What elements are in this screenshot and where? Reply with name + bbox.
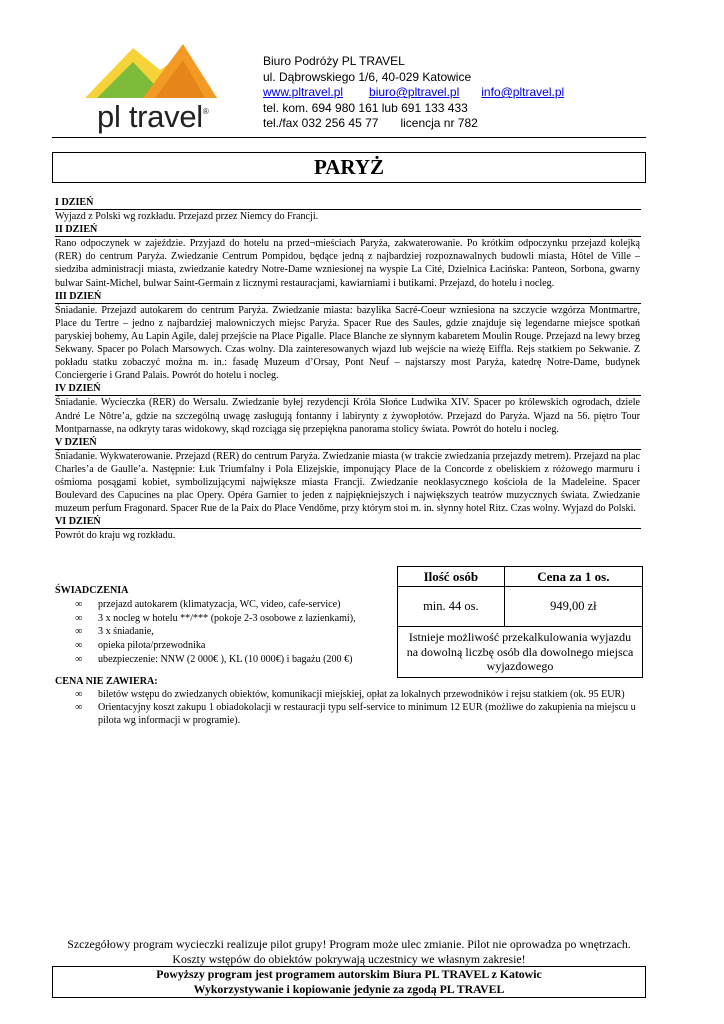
footnote-line: Szczegółowy program wycieczki realizuje pilot grupy! Program może ulec zmianie. Pilot nie oprowadza po wnętrzach.	[67, 937, 631, 951]
email-info-link[interactable]: info@pltravel.pl	[481, 85, 565, 99]
table-row	[398, 627, 643, 678]
infinity-bullet-icon: ∞	[75, 653, 83, 665]
list-item: ∞ przejazd autokarem (klimatyzacja, WC, video, cafe-service)	[75, 598, 341, 610]
fax-license-row	[263, 116, 564, 132]
header-divider	[52, 137, 646, 138]
not-included-section	[55, 675, 640, 727]
infinity-bullet-icon: ∞	[75, 689, 83, 701]
infinity-bullet-icon: ∞	[75, 626, 83, 638]
day-heading: VI DZIEŃ	[55, 515, 641, 529]
copyright-box	[52, 966, 646, 998]
table-row	[398, 587, 643, 627]
services-section	[55, 584, 395, 667]
copyright-line: Powyższy program jest programem autorskim Biura PL TRAVEL z Katowic	[156, 967, 542, 981]
infinity-bullet-icon: ∞	[75, 640, 83, 652]
price-header-price: Cena za 1 os.	[504, 567, 642, 587]
list-item: ∞ 3 x śniadanie,	[75, 626, 154, 638]
day-heading: II DZIEŃ	[55, 223, 641, 237]
services-list	[55, 598, 395, 667]
website-link[interactable]: www.pltravel.pl	[263, 85, 344, 99]
infinity-bullet-icon: ∞	[75, 598, 83, 610]
price-note: Istnieje możliwość przekalkulowania wyjazdu na dowolną liczbę osób dla dowolnego miejsca wyjazdowego	[398, 627, 643, 678]
infinity-bullet-icon: ∞	[75, 702, 83, 714]
list-item: ∞ 3 x nocleg w hotelu **/*** (pokoje 2-3 osobowe z łazienkami),	[75, 612, 356, 624]
list-item: ∞ ubezpieczenie: NNW (2 000€ ), KL (10 000€) i bagażu (200 €)	[75, 653, 353, 665]
day-description: Rano odpoczynek w zajeździe. Przyjazd do hotelu na przed¬mieściach Paryża, zakwaterowanie. Po krótkim odpoczynku przejazd kolejką (RER) do centrum Paryża. Zwiedzanie Centrum Pompidou, będące jedną z najbardziej rozpoznawalnych budowli miasta, Hôtel de Ville – siedziba administracji miasta, zwiedzanie katedry Notre-Dame wzniesionej na wyspie La Cité, Dzielnica Łacińska: Panteon, Sorbona, gwarny bulwar Saint-Michel, bulwar Saint-Germain z licznymi restauracjami, kawiarniami i butikami. Przejazd, do hotelu i nocleg.	[55, 238, 640, 289]
program-days	[55, 196, 640, 542]
price-header-persons: Ilość osób	[398, 567, 505, 587]
price-persons: min. 44 os.	[398, 587, 505, 627]
day-heading: III DZIEŃ	[55, 290, 641, 304]
day-description: Wyjazd z Polski wg rozkładu. Przejazd przez Niemcy do Francji.	[55, 211, 319, 223]
email-biuro-link[interactable]: biuro@pltravel.pl	[369, 85, 460, 99]
price-value: 949,00 zł	[504, 587, 642, 627]
company-phone: tel. kom. 694 980 161 lub 691 133 433	[263, 100, 468, 115]
links-row	[263, 85, 564, 101]
company-name: Biuro Podróży PL TRAVEL	[263, 54, 405, 68]
day-description: Śniadanie. Wykwaterowanie. Przejazd (RER) do centrum Paryża. Zwiedzanie miasta (w trakcie zwiedzania przejazdy metrem). Przejazd na plac Charles’a de Gaulle’a. Następnie: Łuk Triumfalny i Pola Elizejskie, imponujący Place de la Concorde z obeliskiem z różowego marmuru i ośmioma posągami kobiet, symbolizującymi największe miasta Francji. Zwiedzanie neoklasycznego kościoła de la Madeleine. Spacer Boulevard des Capucines na plac Opery. Opéra Garnier to jeden z najpiękniejszych i największych teatrów muzycznych świata. Zwiedzanie muzeum perfum Fragonard. Spacer Rue de la Paix do Place Vendôme, przy którym stoi m. in. słynny hotel Ritz. Czas wolny. Wyjazd do Polski.	[55, 450, 640, 515]
services-heading: ŚWIADCZENIA	[55, 585, 129, 596]
day-heading: V DZIEŃ	[55, 436, 641, 450]
title-box	[52, 152, 646, 183]
table-row	[398, 567, 643, 587]
day-description: Śniadanie. Wycieczka (RER) do Wersalu. Zwiedzanie byłej rezydencji Króla Słońce Ludwika XIV. Spacer po królewskich ogrodach, dziele André Le Nôtre’a, gdzie na szczególną uwagę zasługują fontanny i labirynty z żywopłotów. Przejazd do Paryża. Wjazd na 56. piętro Tour Montparnasse, na odkryty taras widokowy, skąd rozciąga się przepiękna panorama stolicy świata. Powrót do hotelu i nocleg.	[55, 397, 640, 435]
footnote	[52, 937, 646, 967]
day-heading: IV DZIEŃ	[55, 382, 641, 396]
infinity-bullet-icon: ∞	[75, 612, 83, 624]
not-included-list	[55, 688, 640, 727]
logo-wordmark: pl travel®	[97, 99, 209, 134]
price-table	[397, 566, 643, 678]
not-included-heading: CENA NIE ZAWIERA:	[55, 676, 158, 687]
copyright-line: Wykorzystywanie i kopiowanie jedynie za zgodą PL TRAVEL	[193, 981, 505, 996]
list-item: ∞ biletów wstępu do zwiedzanych obiektów, komunikacji miejskiej, opłat za lokalnych przewodników i rejsu statkiem (ok. 95 EUR)	[75, 689, 625, 701]
company-address: ul. Dąbrowskiego 1/6, 40-029 Katowice	[263, 69, 472, 84]
contact-block	[263, 54, 564, 132]
day-description: Powrót do kraju wg rozkładu.	[55, 530, 176, 542]
list-item: ∞ Orientacyjny koszt zakupu 1 obiadokolacji w restauracji typu self-service to minimum 12 EUR (możliwe do zakupienia na miejscu u pilota wg informacji w programie).	[75, 702, 636, 727]
company-fax: tel./fax 032 256 45 77	[263, 116, 379, 130]
list-item: ∞ opieka pilota/przewodnika	[75, 640, 206, 652]
day-description: Śniadanie. Przejazd autokarem do centrum Paryża. Zwiedzanie miasta: bazylika Sacré-Coeur wzniesiona na szczycie wzgórza Montmartre, Place du Tertre – jedno z najbardziej malowniczych miejsc Paryża. Spacer Rue des Saules, gdzie znajduje się legendarne miejsce spotkań paryskiej bohemy, Au Lapin Agile, dalej przejście na Place Pigalle. Place Blanche ze słynnym kabaretem Moulin Rouge. Przejazd na lewy brzeg Sekwany. Spacer po Polach Marsowych. Czas wolny. Dla zainteresowanych wjazd lub wejście na wieżę Eiffla. Rejs statkiem po Sekwanie. Z pokładu statku zobaczyć można m. in.: fasadę Muzeum d’Orsay, Pont Neuf – najstarszy most Paryża, katedrę Notre-Dame, budynek Conciergerie i Grand Palais. Powrót do hotelu i nocleg.	[55, 304, 640, 382]
company-license: licencja nr 782	[400, 116, 478, 130]
day-heading: I DZIEŃ	[55, 196, 641, 210]
footnote-line: Koszty wstępów do obiektów pokrywają uczestnicy we własnym zakresie!	[172, 952, 526, 966]
page-title: PARYŻ	[313, 155, 385, 179]
